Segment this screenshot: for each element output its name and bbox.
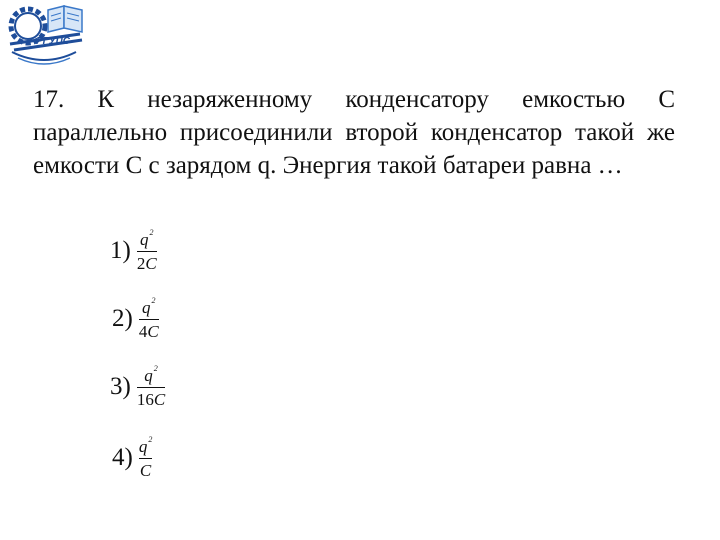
numerator-symbol: q [138,437,148,456]
answer-number: 4) [112,444,133,471]
question-text: 17. К незаряженному конденсатору емкостью С параллельно присоединили второй конденсатор такой же емкости С с зарядом q. Энергия такой батареи равна … [33,86,675,179]
answer-number: 3) [110,373,131,400]
answer-option-1[interactable] [110,229,157,272]
numerator-exponent: 2 [153,364,158,373]
numerator-symbol: q [144,366,153,385]
denominator-variable: C [139,461,152,480]
denominator-variable: C [153,390,166,409]
answer-fraction [137,365,165,408]
answer-option-2[interactable] [112,297,159,340]
denominator-variable: C [147,322,159,341]
answer-option-3[interactable] [110,365,165,408]
answer-fraction [139,436,153,479]
numerator-exponent: 2 [148,435,153,444]
numerator-exponent: 2 [149,228,154,237]
denominator-variable: C [145,254,157,273]
answer-fraction [139,297,159,340]
denominator-coef: 2 [136,254,146,273]
book-icon [48,6,82,32]
logo-text: РГУПС [36,36,70,47]
denominator-coef: 16 [136,390,154,409]
numerator-exponent: 2 [151,296,156,305]
numerator-symbol: q [142,298,151,317]
answer-number: 2) [112,305,133,332]
answer-number: 1) [110,237,131,264]
answer-fraction [137,229,157,272]
university-logo [4,2,86,66]
denominator-coef: 4 [138,322,148,341]
numerator-symbol: q [140,230,149,249]
answer-option-4[interactable] [112,436,152,479]
